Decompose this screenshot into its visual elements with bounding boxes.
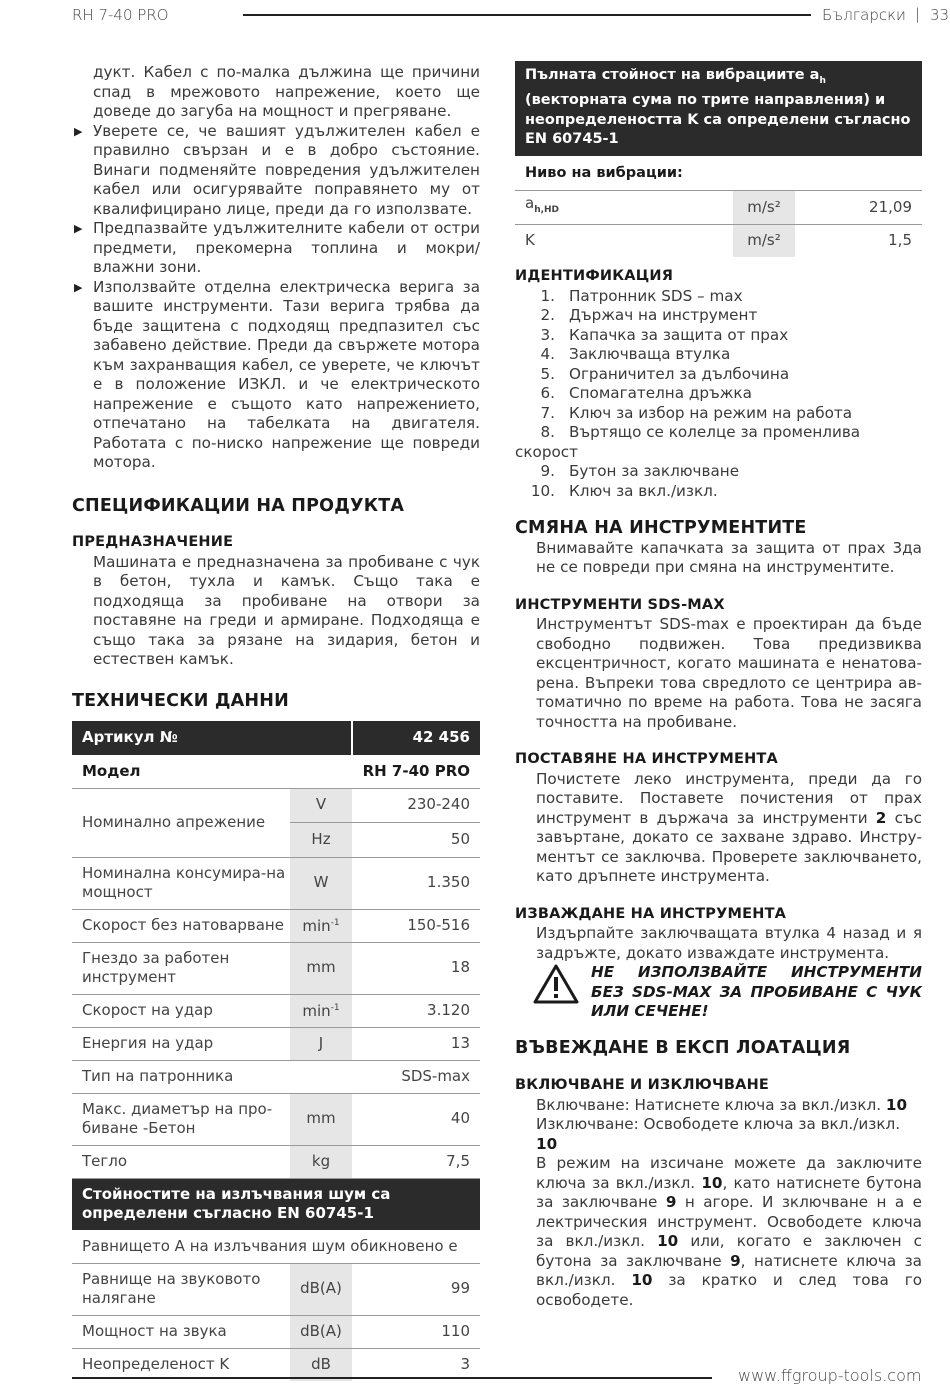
table-row	[72, 1093, 480, 1145]
power-label: Номинална консумира-на мощност	[72, 857, 290, 909]
subheading-identification: ИДЕНТИФИКАЦИЯ	[515, 268, 674, 285]
section-heading-tech: ТЕХНИЧЕСКИ ДАННИ	[72, 690, 289, 711]
page-number: 33	[930, 6, 950, 24]
subheading-purpose: ПРЕДНАЗНАЧЕНИЕ	[72, 534, 234, 550]
list-item: 4. Заключваща втулка	[540, 345, 731, 364]
intro-continuation: дукт. Кабел с по-малка дължина ще причини спад в мрежовото напрежение, което ще доведе до загуба на мощност и прегряване.	[93, 63, 480, 120]
model-value: RH 7-40 PRO	[352, 755, 480, 788]
pressure-value: 99	[352, 1263, 480, 1315]
voltage-value: 230-240	[352, 788, 480, 822]
table-row	[72, 942, 480, 994]
energy-unit: J	[290, 1027, 352, 1060]
table-row	[72, 909, 480, 942]
k-label: K	[525, 231, 535, 250]
list-item: 3. Капачка за защита от прах	[540, 325, 789, 344]
warning-triangle-icon	[533, 964, 579, 1004]
impact-value: 3.120	[352, 994, 480, 1027]
table-row	[72, 1178, 480, 1230]
header-rule	[243, 14, 811, 16]
vibration-heading-part: Пълната стойност на вибрациите a	[525, 67, 820, 83]
freq-unit: Hz	[290, 822, 352, 857]
impact-unit: $\min^{-1}$	[290, 994, 352, 1027]
socket-unit: mm	[290, 942, 352, 994]
socket-label: Гнездо за работен инструмент	[72, 942, 290, 994]
header-language: Български	[822, 6, 906, 24]
freq-value: 50	[352, 822, 480, 857]
left-column	[72, 63, 480, 1381]
footer-rule	[72, 1377, 712, 1379]
model-label: Модел	[72, 755, 290, 788]
list-item: 7. Ключ за избор на режим на работа	[540, 403, 853, 422]
powerlvl-label: Мощност на звука	[72, 1315, 290, 1348]
article-label: Артикул №	[72, 721, 352, 755]
noise-heading: Стойностите на излъчвания шум са определени съгласно EN 60745-1	[72, 1178, 480, 1230]
bullet-item: ▶ Уверете се, че вашият удължителен кабел е правилно свързан и е в добро състояние. Винаги подменяйте повредения удължителен кабел или осигурявайте поправянето му от квалифицирано лице, преди да го използвате.	[74, 121, 480, 218]
list-item: 2. Държач на инструмент	[540, 306, 758, 325]
ah-label: $a_{h,HD}$	[515, 191, 733, 224]
chuck-label: Тип на патронника	[72, 1060, 290, 1093]
header-model: RH 7-40 PRO	[72, 6, 169, 24]
right-column	[515, 61, 922, 1310]
remove-text: Издърпайте заключващата втулка 4 назад и я задръжте, докато изваждате инструмента.	[536, 924, 922, 962]
table-row	[72, 857, 480, 909]
k-value: 1,5	[888, 231, 912, 250]
table-row	[72, 721, 480, 755]
pressure-label: Равнище на звуковото налягане	[72, 1263, 290, 1315]
table-row	[72, 788, 480, 822]
diam-value: 40	[352, 1093, 480, 1145]
vibration-heading-box	[515, 61, 922, 156]
table-row	[515, 224, 922, 257]
header-separator: |	[915, 5, 921, 23]
diam-unit: mm	[290, 1093, 352, 1145]
bullet-item: ▶ Предпазвайте удължителните кабели от остри предмети, прекомерна топлина и мокри/влажни зони.	[74, 219, 480, 276]
off-text: Изключване: Освободете ключа за вкл./изкл. 10	[536, 1115, 901, 1153]
voltage-label: Номинално апрежение	[72, 788, 290, 857]
power-value: 1.350	[352, 857, 480, 909]
table-row	[72, 1060, 480, 1093]
sds-text: Инструментът SDS-max е проектиран да бъде свободно подвижен. Това предизвиква ексцентричност, когато машината е ненатова-рена. Въпреки това свредлото се центрира ав-томатично по време на работа. Това не засяга точността на пробиване.	[536, 615, 922, 731]
diam-label: Макс. диаметър на про-биване -Бетон	[72, 1093, 290, 1145]
k-unit: m/s²	[733, 224, 795, 257]
speed-value: 150-516	[352, 909, 480, 942]
speed-unit: $\min^{-1}$	[290, 909, 352, 942]
power-unit: W	[290, 857, 352, 909]
ah-unit: m/s²	[733, 191, 795, 224]
table-row	[72, 755, 480, 788]
vibration-heading-part: (векторната сума по трите направления) и неопределеността K са определени съгласно EN 60745-1	[525, 92, 911, 148]
table-row	[72, 1027, 480, 1060]
triangle-bullet-icon: ▶	[74, 222, 83, 235]
on-text: Включване: Натиснете ключа за вкл./изкл. 10	[536, 1095, 908, 1114]
impact-label: Скорост на удар	[72, 994, 290, 1027]
lock-text: В режим на изсичане можете да заключите ключа за вкл./изкл. 10, като натиснете бутона за заключване 9 н агоре. И зключване н а е лектрическия инструмент. Освободете ключа за вкл./изкл. 10 или, когато е заключен с бутона за заключване 9, натиснете ключа за вкл./изкл. 10 за кратко и след това го освободете.	[536, 1154, 923, 1309]
footer-url[interactable]: www.ffgroup-tools.com	[738, 1366, 922, 1385]
weight-unit: kg	[290, 1145, 352, 1178]
tech-data-table	[72, 721, 480, 1381]
list-item: 5. Ограничител за дълбочина	[540, 364, 790, 383]
table-row	[72, 1315, 480, 1348]
list-item: 9. Бутон за заключване	[540, 462, 740, 481]
subheading-sds: ИНСТРУМЕНТИ SDS-MAX	[515, 596, 725, 613]
powerlvl-value: 110	[352, 1315, 480, 1348]
unc-label: Неопределеност K	[82, 1355, 230, 1373]
change-text: Внимавайте капачката за защита от прах 3да не се повреди при смяна на инструментите.	[536, 538, 922, 577]
subheading-onoff: ВКЛЮЧВАНЕ И ИЗКЛЮЧВАНЕ	[515, 1077, 770, 1094]
table-row	[72, 1263, 480, 1315]
energy-value: 13	[352, 1027, 480, 1060]
table-row	[72, 1230, 480, 1263]
list-item: 6. Спомагателна дръжка	[540, 384, 752, 403]
warning-text: НЕ ИЗПОЛЗВАЙТЕ ИНСТРУМЕНТИ БЕЗ SDS-MAX ЗА ПРОБИВАНЕ С ЧУК ИЛИ СЕЧЕНЕ!	[591, 963, 922, 1021]
subheading-insert: ПОСТАВЯНЕ НА ИНСТРУМЕНТА	[515, 751, 778, 768]
pressure-unit: dB(A)	[290, 1263, 352, 1315]
powerlvl-unit: dB(A)	[290, 1315, 352, 1348]
ah-value: 21,09	[795, 191, 922, 224]
chuck-value: SDS-max	[352, 1060, 480, 1093]
list-item: 1. Патронник SDS – max	[540, 286, 743, 305]
purpose-text: Машината е предназначена за пробиване с чук в бетон, тухла и камък. Също така е подходяща за пробиване на отвори за поставяне на греди и армиране. Подходяща е също така за рязане на зидария, бетон и естествен камък.	[93, 552, 480, 668]
article-value: 42 456	[352, 721, 480, 755]
section-heading-commission: ВЪВЕЖДАНЕ В ЕКСП ЛОАТАЦИЯ	[515, 1037, 851, 1058]
unc-unit: dB	[290, 1348, 352, 1381]
list-item: 10. Ключ за вкл./изкл.	[530, 481, 718, 500]
table-row	[515, 191, 922, 224]
triangle-bullet-icon: ▶	[74, 124, 83, 138]
bullet-item: ▶ Използвайте отделна електрическа верига за вашите инструменти. Тази верига трябва да бъде защитена с подходящ предпазител със забавено действие. Преди да свържете мотора към захранващия кабел, се уверете, че ключът е в положение ИЗКЛ. и че електрическото напрежение е същото като напрежението, отпечатано на табелката на двигателя. Работата с по-ниско напрежение ще повреди мотора.	[74, 277, 480, 471]
vibration-table	[515, 191, 922, 257]
table-row	[72, 1145, 480, 1178]
warning-block	[515, 963, 922, 1022]
weight-label: Тегло	[72, 1145, 290, 1178]
insert-text: Почистете леко инструмента, преди да го поставите. Поставете почистения от прах инструмент в държача за инструменти 2 със завъртане, докато се захване здраво. Инстру-ментът се заключва. Проверете заключването, като дръпнете инструмента.	[536, 769, 922, 886]
triangle-bullet-icon: ▶	[74, 280, 83, 294]
noise-intro: Равнището A на излъчвания шум обикновено е	[72, 1230, 480, 1263]
list-item: 8. Въртящо се колелце за променлива скорост	[515, 423, 861, 461]
voltage-unit: V	[290, 788, 352, 822]
vibration-heading-sub: h	[819, 75, 826, 86]
identification-list	[515, 287, 922, 502]
weight-value: 7,5	[352, 1145, 480, 1178]
unc-value: 3	[460, 1355, 470, 1373]
speed-label: Скорост без натоварване	[72, 909, 290, 942]
section-heading-change: СМЯНА НА ИНСТРУМЕНТИТЕ	[515, 518, 807, 539]
energy-label: Енергия на удар	[72, 1027, 290, 1060]
subheading-remove: ИЗВАЖДАНЕ НА ИНСТРУМЕНТА	[515, 905, 787, 922]
table-row	[72, 994, 480, 1027]
vibration-level-label: Ниво на вибрации:	[515, 156, 922, 192]
socket-value: 18	[352, 942, 480, 994]
section-heading-specs: СПЕЦИФИКАЦИИ НА ПРОДУКТА	[72, 495, 405, 516]
